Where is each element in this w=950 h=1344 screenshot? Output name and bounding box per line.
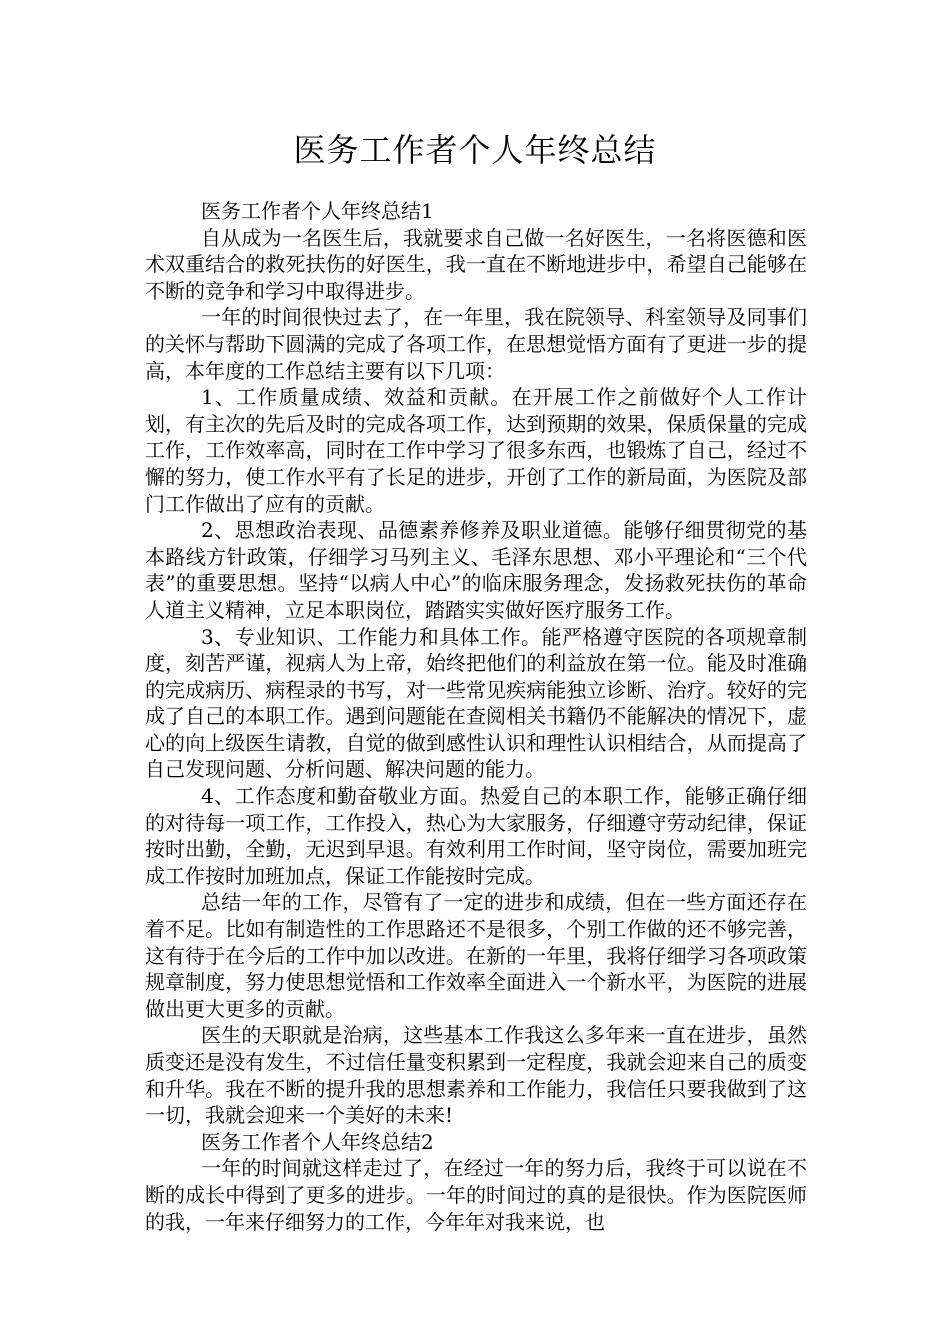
document-body [145,198,807,1235]
paragraph: 一年的时间就这样走过了，在经过一年的努力后，我终于可以说在不断的成长中得到了更多的进步。一年的时间过的真的是很快。作为医院医师的我，一年来仔细努力的工作，今年年对我来说，也 [145,1156,807,1234]
paragraph: 1、工作质量成绩、效益和贡献。在开展工作之前做好个人工作计划，有主次的先后及时的完成各项工作，达到预期的效果，保质保量的完成工作，工作效率高，同时在工作中学习了很多东西，也锻炼了自己，经过不懈的努力，使工作水平有了长足的进步，开创了工作的新局面，为医院及部门工作做出了应有的贡献。 [145,385,807,516]
paragraph: 总结一年的工作，尽管有了一定的进步和成绩，但在一些方面还存在着不足。比如有制造性的工作思路还不是很多，个别工作做的还不够完善，这有待于在今后的工作中加以改进。在新的一年里，我将仔细学习各项政策规章制度，努力使思想觉悟和工作效率全面进入一个新水平，为医院的进展做出更大更多的贡献。 [145,890,807,1021]
section-heading: 医务工作者个人年终总结1 [201,199,434,223]
paragraph: 3、专业知识、工作能力和具体工作。能严格遵守医院的各项规章制度，刻苦严谨，视病人为上帝，始终把他们的利益放在第一位。能及时准确的完成病历、病程录的书写，对一些常见疾病能独立诊断、治疗。较好的完成了自己的本职工作。遇到问题能在查阅相关书籍仍不能解决的情况下，虚心的向上级医生请教，自觉的做到感性认识和理性认识相结合，从而提高了自己发现问题、分析问题、解决问题的能力。 [145,624,807,782]
paragraph: 自从成为一名医生后，我就要求自己做一名好医生，一名将医德和医术双重结合的救死扶伤的好医生，我一直在不断地进步中，希望自己能够在不断的竞争和学习中取得进步。 [145,225,807,303]
section-heading: 医务工作者个人年终总结2 [201,1129,434,1154]
paragraph: 一年的时间很快过去了，在一年里，我在院领导、科室领导及同事们的关怀与帮助下圆满的完成了各项工作，在思想觉悟方面有了更进一步的提高，本年度的工作总结主要有以下几项： [145,305,807,383]
document-title: 医务工作者个人年终总结 [293,131,657,169]
paragraph: 2、思想政治表现、品德素养修养及职业道德。能够仔细贯彻党的基本路线方针政策，仔细学习马列主义、毛泽东思想、邓小平理论和“三个代表”的重要思想。坚持“以病人中心”的临床服务理念，发扬救死扶伤的革命人道主义精神，立足本职岗位，踏踏实实做好医疗服务工作。 [145,518,807,622]
paragraph: 4、工作态度和勤奋敬业方面。热爱自己的本职工作，能够正确仔细的对待每一项工作，工作投入，热心为大家服务，仔细遵守劳动纪律，保证按时出勤，全勤，无迟到早退。有效利用工作时间，坚守岗位，需要加班完成工作按时加班加点，保证工作能按时完成。 [145,784,807,888]
paragraph: 医生的天职就是治病，这些基本工作我这么多年来一直在进步，虽然质变还是没有发生，不过信任量变积累到一定程度，我就会迎来自己的质变和升华。我在不断的提升我的思想素养和工作能力，我信任只要我做到了这一切，我就会迎来一个美好的未来! [145,1023,807,1128]
